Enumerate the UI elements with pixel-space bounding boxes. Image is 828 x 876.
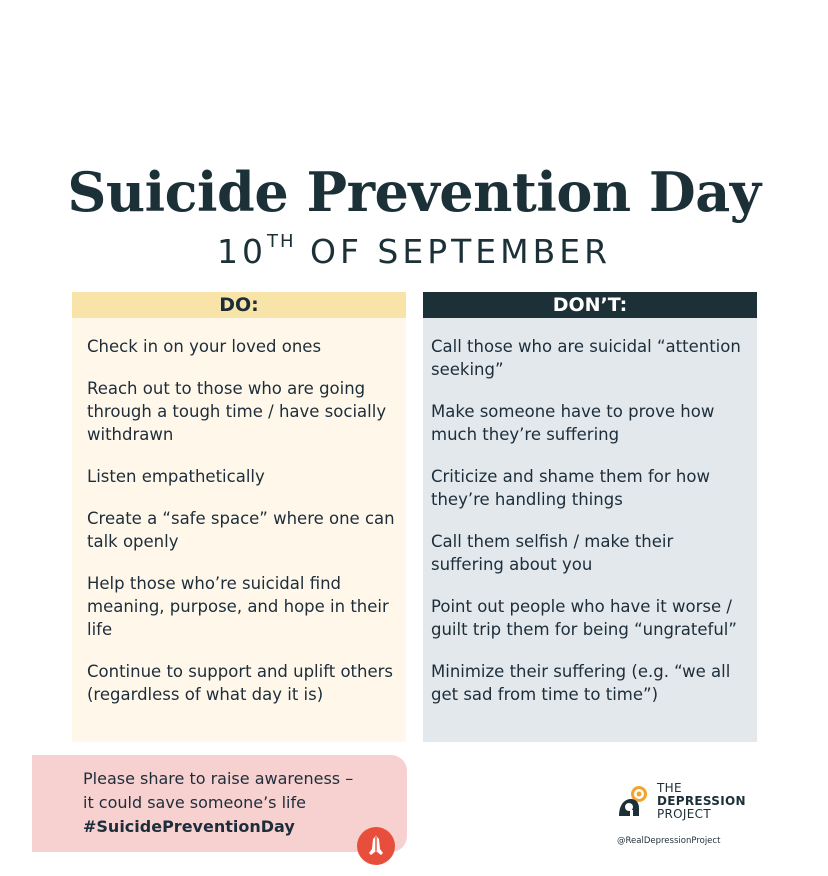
do-item: Continue to support and uplift others (regardless of what day it is) — [87, 662, 394, 704]
do-item: Listen empathetically — [87, 467, 265, 486]
do-item: Create a “safe space” where one can talk openly — [87, 509, 395, 551]
dont-item: Point out people who have it worse / guilt trip them for being “ungrateful” — [431, 597, 737, 639]
subtitle-day: 10 — [216, 232, 267, 271]
subtitle-ordinal-suffix: TH — [266, 231, 296, 252]
share-line-1: Please share to raise awareness – — [83, 769, 354, 788]
brand-line-2: DEPRESSION — [657, 794, 746, 808]
share-message — [83, 767, 353, 839]
page-subtitle — [0, 232, 828, 271]
dont-column — [423, 292, 757, 742]
subtitle-month: OF SEPTEMBER — [295, 232, 612, 271]
do-item: Reach out to those who are going through a tough time / have socially withdrawn — [87, 379, 387, 444]
do-column — [72, 292, 406, 742]
share-banner — [32, 755, 407, 852]
hashtag: #SuicidePreventionDay — [83, 817, 295, 836]
dont-item: Criticize and shame them for how they’re handling things — [431, 467, 710, 509]
dont-item: Make someone have to prove how much they’re suffering — [431, 402, 715, 444]
brand-name — [657, 782, 746, 821]
depression-project-logo-icon — [617, 786, 653, 820]
do-item: Check in on your loved ones — [87, 337, 322, 356]
dont-heading: DON’T: — [423, 292, 757, 318]
dont-item: Minimize their suffering (e.g. “we all get sad from time to time”) — [431, 662, 731, 704]
dont-list — [423, 318, 757, 706]
page-title: Suicide Prevention Day — [67, 160, 761, 224]
dont-item: Call those who are suicidal “attention seeking” — [431, 337, 741, 379]
social-handle: @RealDepressionProject — [617, 836, 721, 846]
brand-line-3: PROJECT — [657, 807, 711, 821]
do-item: Help those who’re suicidal find meaning, purpose, and hope in their life — [87, 574, 389, 639]
do-list — [72, 318, 406, 706]
brand-line-1: THE — [657, 781, 682, 795]
share-line-2: it could save someone’s life — [83, 793, 306, 812]
dont-item: Call them selfish / make their suffering about you — [431, 532, 674, 574]
praying-hands-icon — [357, 827, 395, 865]
do-heading: DO: — [72, 292, 406, 318]
